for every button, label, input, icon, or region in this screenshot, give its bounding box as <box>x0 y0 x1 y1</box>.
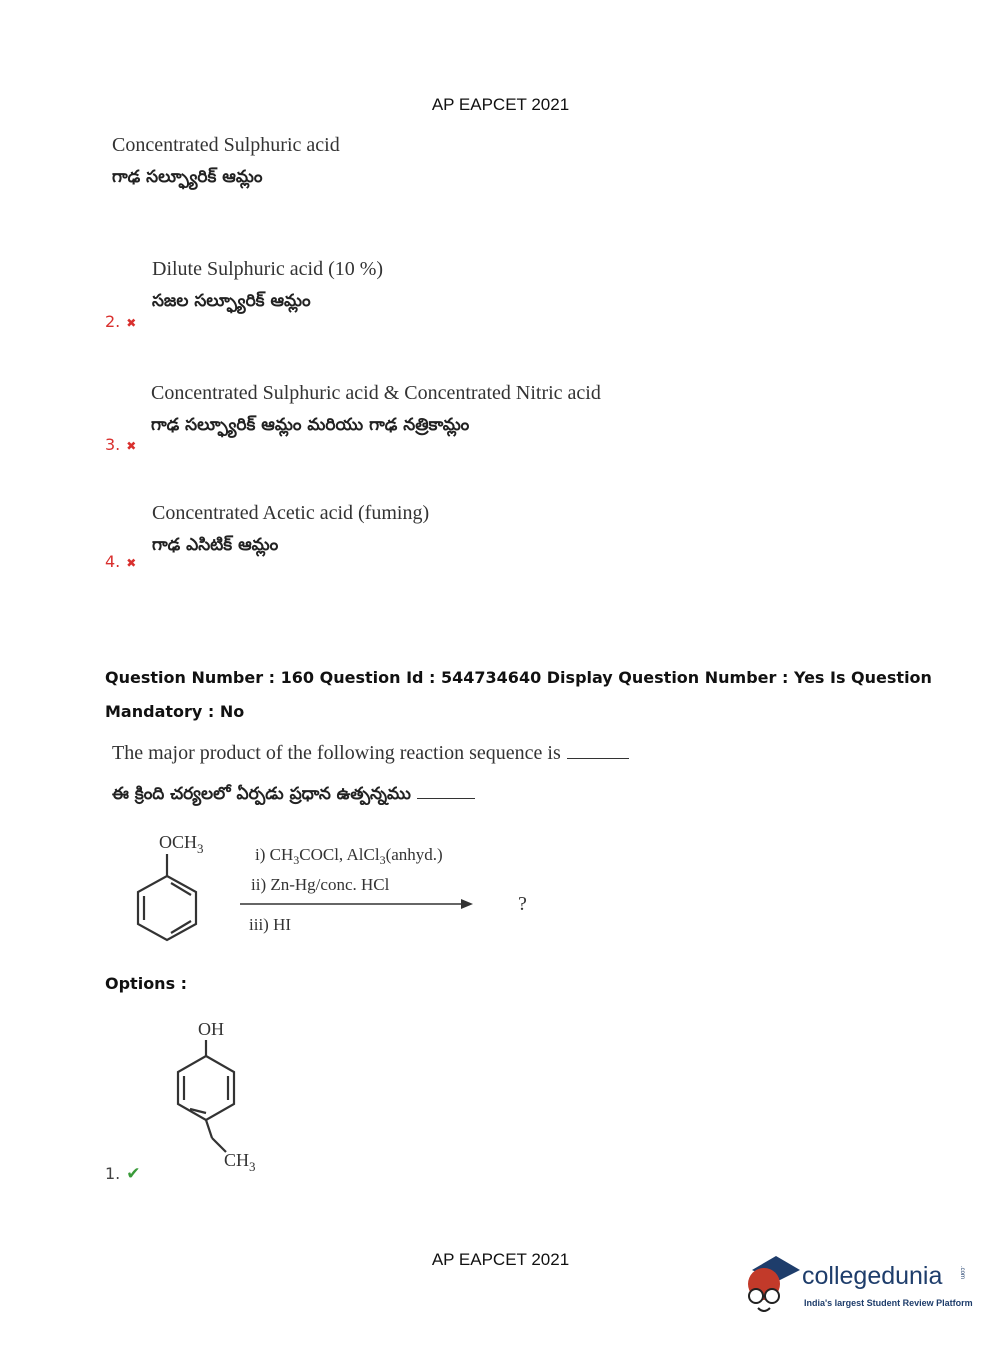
reagent-step-3: iii) HI <box>249 915 292 934</box>
options-label: Options : <box>105 974 188 993</box>
option-1-top-group: OH <box>198 1019 224 1039</box>
reagent-step-1: i) $CH_3COCl$, AlCl$_3$(anhyd.) <box>255 845 443 867</box>
reactant-substituent <box>159 832 204 856</box>
option-number: 1. <box>105 1164 121 1183</box>
benzene-ring <box>178 1040 234 1152</box>
answer-blank <box>417 797 475 799</box>
option-number: 4. <box>105 552 121 571</box>
option-text-en: Concentrated Sulphuric acid <box>112 134 340 156</box>
page-footer: AP EAPCET 2021 <box>431 1250 570 1269</box>
cross-icon: ✖ <box>126 316 137 330</box>
benzene-ring <box>138 854 196 940</box>
answer-blank <box>567 757 629 759</box>
option-text-te: గాఢ ఎసిటిక్ ఆమ్లం <box>152 535 279 555</box>
question-meta-line2: Mandatory : No <box>105 702 245 721</box>
question-text-en <box>112 742 629 765</box>
option-1-bottom-group: $CH_3$ <box>224 1150 256 1174</box>
mascot-icon <box>742 1252 802 1318</box>
question-text-te-content: ఈ క్రింది చర్యలలో ఏర్పడు ప్రధాన ఉత్పన్నము <box>112 784 411 804</box>
page-header: AP EAPCET 2021 <box>431 95 570 114</box>
question-text-en-content: The major product of the following reaction sequence is <box>112 742 561 764</box>
option-text-te: గాఢ సల్ఫ్యూరిక్ ఆమ్లం <box>112 167 263 187</box>
check-icon: ✔ <box>126 1164 141 1184</box>
option-number: 3. <box>105 435 121 454</box>
substituent-subscript: 3 <box>197 841 204 856</box>
option-number: 2. <box>105 312 121 331</box>
option-text-en: Concentrated Sulphuric acid & Concentrated Nitric acid <box>151 382 601 404</box>
prev-option-2-label <box>105 312 136 331</box>
cross-icon: ✖ <box>126 439 137 453</box>
prev-option-4-label <box>105 552 136 571</box>
option-text-en: Dilute Sulphuric acid (10 %) <box>152 258 384 280</box>
option-text-en: Concentrated Acetic acid (fuming) <box>152 502 430 524</box>
reaction-scheme <box>125 828 545 948</box>
question-text-te <box>112 784 475 808</box>
prev-option-3-label <box>105 435 136 454</box>
prev-option-2 <box>152 258 383 315</box>
logo-name: collegedunia <box>802 1262 943 1290</box>
prev-option-4 <box>152 502 429 559</box>
prev-option-3 <box>151 382 601 439</box>
option-1-label <box>105 1164 141 1184</box>
option-text-te: గాఢ సల్ఫ్యూరిక్ ఆమ్లం మరియు గాఢ నత్రికామ్లం <box>151 415 470 435</box>
logo-tagline: India's largest Student Review Platform <box>804 1298 973 1308</box>
question-meta-line1: Question Number : 160 Question Id : 544734640 Display Question Number : Yes Is Question <box>105 668 932 687</box>
logo-suffix: .com <box>959 1266 965 1280</box>
option-1-structure <box>160 1014 280 1174</box>
substituent-text: OCH <box>159 832 198 852</box>
option-text-te: సజల సల్ఫ్యూరిక్ ఆమ్లం <box>152 291 311 311</box>
cross-icon: ✖ <box>126 556 137 570</box>
reaction-arrow <box>240 899 473 909</box>
collegedunia-logo <box>742 1252 972 1322</box>
reagent-step-2: ii) Zn-Hg/conc. HCl <box>251 875 390 894</box>
reaction-product: ? <box>518 893 527 915</box>
prev-option-1 <box>112 134 340 191</box>
